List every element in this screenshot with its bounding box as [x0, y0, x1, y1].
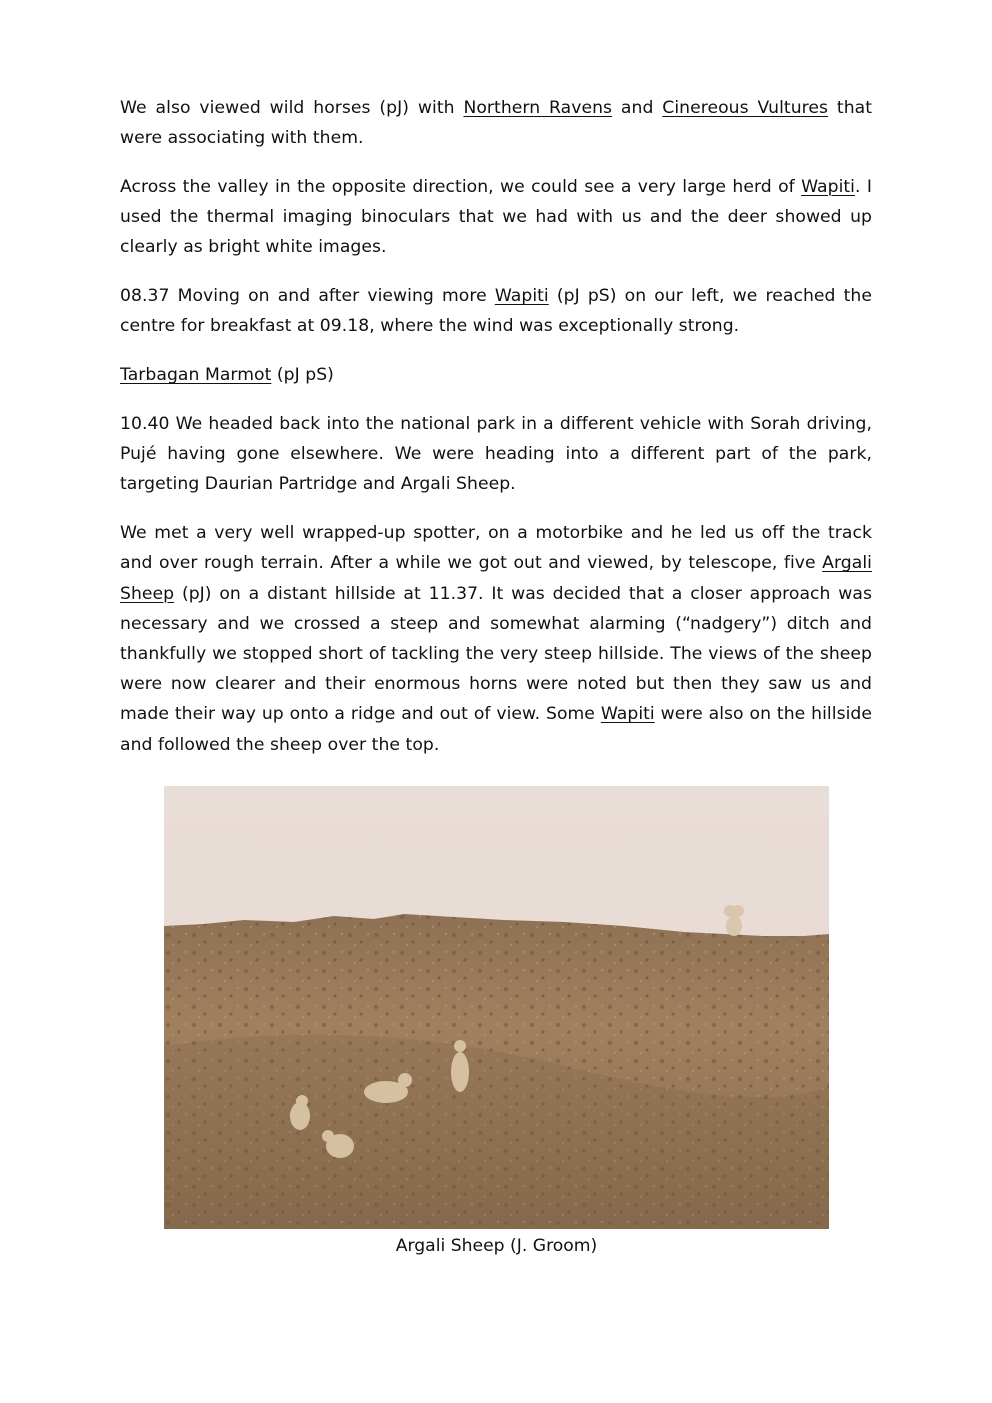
text-run: Across the valley in the opposite direction, we could see a very large herd of: [120, 177, 802, 197]
document-body: [120, 93, 872, 778]
paragraph-argali-sighting: [120, 518, 872, 760]
text-run: 08.37 Moving on and after viewing more: [120, 286, 495, 307]
text-run: 10.40 We headed back into the national park in a different vehicle with Sorah driving, Pujé having gone elsewhere. We were heading into a different part of the park, targeting Daurian Partridge and Argali Sheep.: [120, 414, 872, 495]
link-cinereous-vultures[interactable]: Cinereous Vultures: [662, 98, 829, 118]
link-wapiti[interactable]: Wapiti: [494, 286, 549, 307]
text-run: (pJ) on a distant hillside at 11.37. It was decided that a closer approach was necessary and we crossed a steep and somewhat alarming (“nadgery”) ditch and thankfully we stopped short of tackling the very steep hillside. The views of the sheep were now clearer and their enormous horns were noted but then they saw us and made their way up onto a ridge and out of view. Some: [120, 583, 872, 725]
paragraph-wild-horses: [120, 93, 872, 153]
text-run: that were associating with them.: [120, 98, 873, 149]
text-run: We met a very well wrapped-up spotter, on a motorbike and he led us off the track and over rough terrain. After a while we got out and viewed, by telescope, five: [120, 523, 872, 574]
argali-sheep-photo: [164, 786, 829, 1229]
photo-caption: Argali Sheep (J. Groom): [395, 1236, 598, 1256]
text-run: . I used the thermal imaging binoculars that we had with us and the deer showed up clearly as bright white images.: [120, 177, 872, 258]
paragraph-breakfast: [120, 281, 872, 341]
link-tarbagan-marmot[interactable]: Tarbagan Marmot: [120, 365, 272, 386]
text-run: were also on the hillside and followed the sheep over the top.: [120, 704, 872, 755]
text-run: (pJ pS) on our left, we reached the centre for breakfast at 09.18, where the wind was exceptionally strong.: [120, 286, 872, 337]
paragraph-national-park: [120, 409, 872, 500]
link-argali-sheep[interactable]: Argali Sheep: [120, 553, 872, 604]
text-run: (pJ pS): [271, 365, 334, 386]
text-run: and: [612, 98, 663, 118]
link-northern-ravens[interactable]: Northern Ravens: [463, 98, 613, 118]
link-wapiti[interactable]: Wapiti: [600, 704, 655, 725]
paragraph-wapiti-herd: [120, 172, 872, 263]
text-run: We also viewed wild horses (pJ) with: [120, 98, 464, 118]
paragraph-marmot: [120, 360, 872, 390]
photo-illustration: [164, 786, 829, 1229]
link-wapiti[interactable]: Wapiti: [801, 177, 856, 197]
